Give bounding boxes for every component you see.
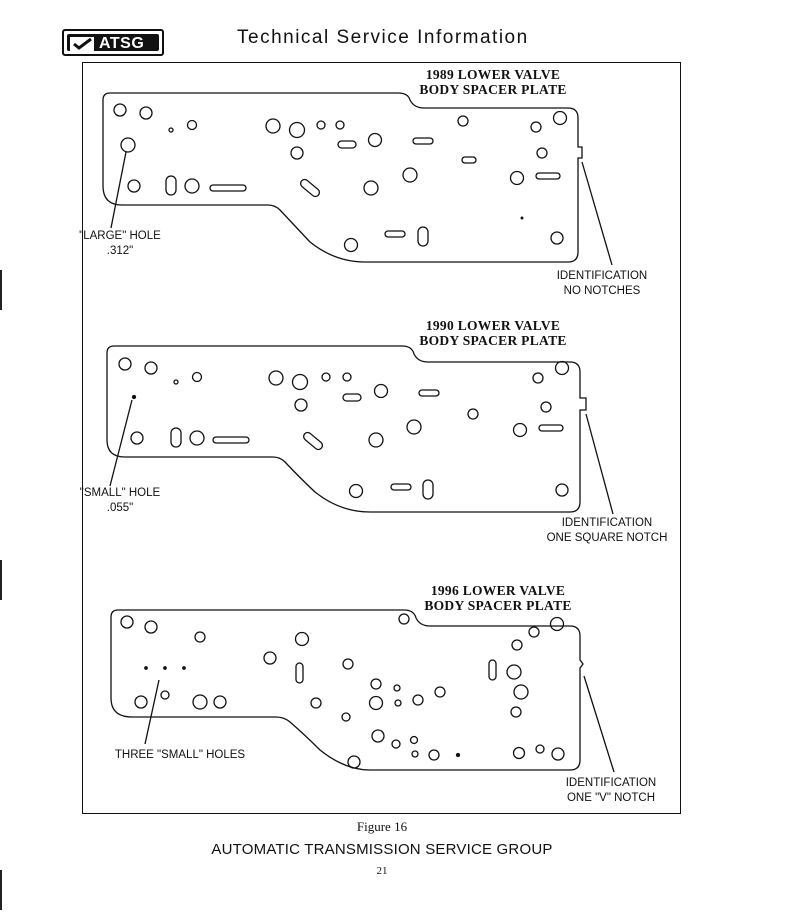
plate-hole [131,432,143,444]
plate-hole [556,362,569,375]
plate-hole [290,123,305,138]
plate-slot [166,176,176,195]
callout-line: "LARGE" HOLE [79,230,161,242]
plate-slot [299,178,321,198]
plate-hole [195,632,205,642]
plate-hole [541,402,551,412]
plate-slot [391,484,411,490]
callout-leader [145,680,159,744]
identification-label [542,516,672,546]
identification-line: ONE "V" NOTCH [566,792,656,804]
plate-hole [348,756,360,768]
identification-line: IDENTIFICATION [565,777,657,789]
callout-line: "SMALL" HOLE [79,487,161,499]
plate-hole [521,217,523,219]
plate-hole [512,640,522,650]
scan-edge-mark [0,270,2,310]
plate-hole [264,652,276,664]
plate-hole [394,685,400,691]
callout-label [100,748,260,763]
plate-hole [336,121,344,129]
plate-hole [291,147,303,159]
plate-hole [392,740,400,748]
plate-slot [462,157,476,163]
plate-slot [539,425,563,431]
plate-hole [342,713,350,721]
plate-hole [551,618,564,631]
figure-caption: Figure 16 [356,819,408,834]
plate-hole [295,399,307,411]
callout-leader [111,152,126,228]
plate-slot [210,185,246,191]
plate-title-line: BODY SPACER PLATE [419,333,567,348]
plate-hole [375,385,388,398]
plate-hole [121,616,133,628]
plate-hole [551,232,563,244]
plate-hole [190,431,204,445]
plate-hole [514,685,528,699]
plate-1990 [107,346,613,514]
plate-hole [343,659,353,669]
plate-hole [183,667,185,669]
plate-hole [133,396,136,399]
callout-leader [582,162,612,265]
identification-line: NO NOTCHES [563,285,641,297]
plate-hole [128,180,140,192]
plate-hole [145,667,147,669]
plate-slot [171,428,181,447]
plate-slot [302,431,324,451]
callout-label [60,229,180,259]
plate-hole [293,375,308,390]
plate-hole [317,121,325,129]
plate-hole [412,751,418,757]
plate-hole [185,179,199,193]
plate-hole [399,614,409,624]
plate-hole [403,168,417,182]
plate-title-line: 1989 LOWER VALVE [425,67,561,82]
plate-hole [529,627,539,637]
plate-hole [121,138,135,152]
plate-hole [507,665,521,679]
plate-hole [514,424,527,437]
identification-line: ONE SQUARE NOTCH [546,532,668,544]
callout-label [60,486,180,516]
plate-hole [135,696,147,708]
plate-title-line: BODY SPACER PLATE [419,82,567,97]
plate-title-line: 1990 LOWER VALVE [425,318,561,333]
scan-edge-mark [0,560,2,600]
plate-slot [423,480,433,499]
plate-slot [385,231,405,237]
plate-hole [188,121,197,130]
plate-hole [140,107,152,119]
plate-title-line: 1996 LOWER VALVE [430,583,566,598]
plate-slot [419,390,439,396]
plate-hole [164,667,166,669]
plate-hole [145,621,157,633]
plate-outline [111,610,583,770]
identification-label [546,776,676,806]
plate-hole [552,748,564,760]
checkmark-icon [69,36,99,53]
plate-hole [554,112,567,125]
plate-hole [350,485,363,498]
plate-hole [458,116,468,126]
plate-title [403,583,593,613]
plate-slot [489,660,496,680]
plate-slot [296,663,303,683]
identification-label [537,269,667,299]
plate-hole [435,687,445,697]
organization-name: AUTOMATIC TRANSMISSION SERVICE GROUP [211,841,553,858]
plate-hole [322,373,330,381]
plate-hole [114,104,126,116]
plate-hole [296,633,309,646]
plate-slot [343,394,361,401]
plate-hole [145,362,157,374]
plate-title-line: BODY SPACER PLATE [424,598,572,613]
plate-hole [468,409,478,419]
plate-hole [371,679,381,689]
plate-slot [338,141,356,148]
plate-hole [531,122,541,132]
callout-line: .055" [106,502,134,514]
plate-hole [269,371,283,385]
plate-hole [369,134,382,147]
plate-hole [536,745,544,753]
plate-hole [511,172,524,185]
plate-hole [169,128,173,132]
plate-hole [364,181,378,195]
plate-hole [193,373,202,382]
plate-hole [214,696,226,708]
plate-hole [119,358,131,370]
plate-hole [511,707,521,717]
callout-leader [586,414,613,514]
plate-hole [345,239,358,252]
logo-text: ATSG [99,35,145,52]
page-title: Technical Service Information [237,27,529,48]
plate-hole [407,420,421,434]
plate-hole [429,750,439,760]
plate-hole [411,737,418,744]
plate-hole [537,148,547,158]
callout-leader [584,676,614,772]
plate-slot [536,173,560,179]
plate-hole [369,433,383,447]
plate-hole [311,698,321,708]
identification-line: IDENTIFICATION [561,517,653,529]
callout-leader [110,400,132,486]
plate-title [398,318,588,348]
plate-hole [457,754,460,757]
plate-hole [533,373,543,383]
plate-title [398,67,588,97]
plate-hole [370,697,383,710]
plate-hole [161,691,169,699]
atsg-logo [62,29,164,56]
plate-slot [413,138,433,144]
plate-hole [266,119,280,133]
plate-hole [556,484,568,496]
plate-hole [395,700,401,706]
plate-hole [514,748,525,759]
plate-slot [418,227,428,246]
plate-hole [372,730,384,742]
page-number: 21 [376,865,388,877]
plate-hole [413,695,423,705]
plate-slot [213,437,249,443]
plate-hole [193,695,207,709]
spacer-plate-drawings [82,62,681,814]
plate-hole [174,380,178,384]
plate-hole [343,373,351,381]
callout-line: .312" [106,245,134,257]
identification-line: IDENTIFICATION [556,270,648,282]
callout-line: THREE "SMALL" HOLES [114,749,246,761]
